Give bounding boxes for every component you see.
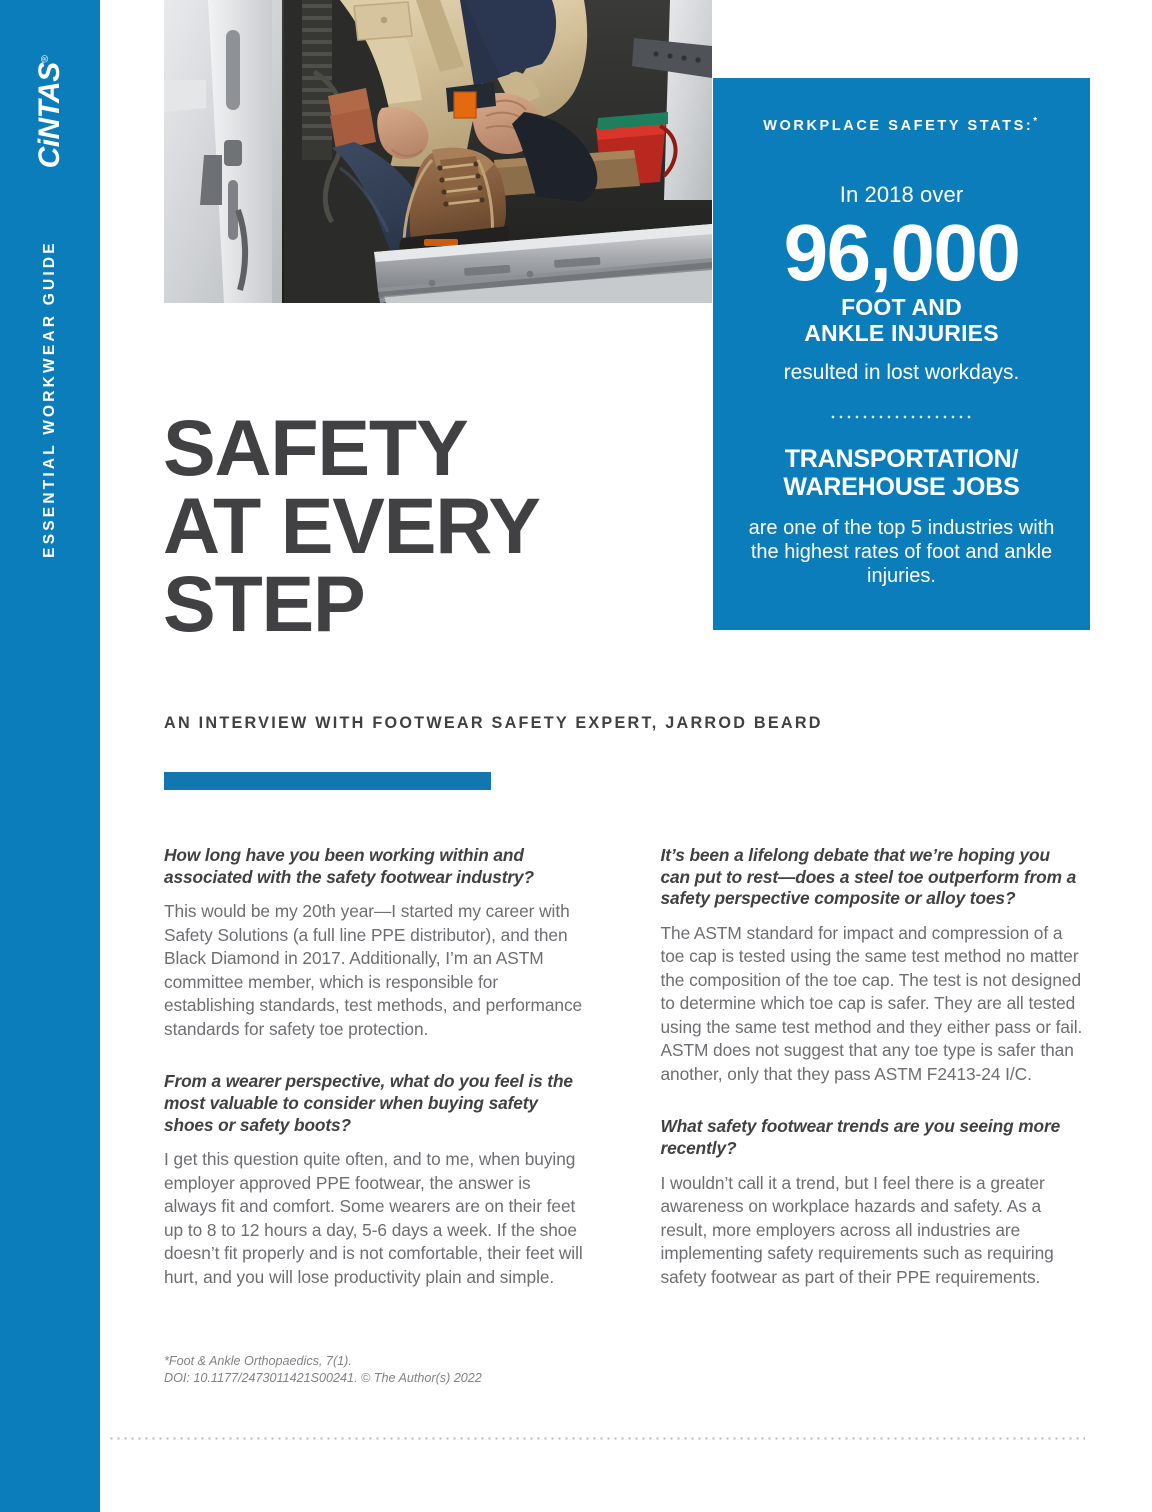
- page-title-line3: STEP: [163, 559, 365, 649]
- qa-answer: The ASTM standard for impact and compression of a toe cap is tested using the same test method no matter the composition of the toe cap. The test is not designed to determine which toe cap is safer. They are all tested using the same test method and they either pass or fail. ASTM does not suggest that any toe type is safer than another, only that they pass ASTM F2413-24 I/C.: [660, 922, 1083, 1084]
- stats-big-number: 96,000: [783, 207, 1020, 297]
- stats-number-subtitle: [739, 295, 1064, 347]
- stats-number-subtitle-line2: ANKLE INJURIES: [804, 320, 999, 347]
- article-column-right: [661, 845, 1085, 1289]
- footnote: [164, 1353, 604, 1387]
- stats-tail-text: resulted in lost workdays.: [783, 360, 1020, 384]
- qa-block: [164, 845, 588, 1041]
- registered-trademark-icon: ®: [40, 55, 51, 63]
- stats-industry-line2: WAREHOUSE JOBS: [783, 473, 1020, 502]
- qa-answer: I wouldn’t call it a trend, but I feel there is a greater awareness on workplace hazards and safety. As a result, more employers across all industries are implementing safety requirements such as requiring safety footwear as part of their PPE requirements.: [660, 1172, 1054, 1287]
- stats-heading: [739, 116, 1064, 134]
- cintas-logo: [33, 56, 67, 169]
- article-body: [164, 845, 1084, 1289]
- qa-block: [661, 845, 1085, 1086]
- stats-heading-asterisk: *: [1033, 116, 1040, 127]
- stats-heading-text: WORKPLACE SAFETY STATS:: [763, 117, 1034, 134]
- page-subtitle: AN INTERVIEW WITH FOOTWEAR SAFETY EXPERT, JARROD BEARD: [164, 714, 823, 732]
- bottom-dotted-rule: [108, 1437, 1085, 1440]
- page-title-line1: SAFETY: [163, 403, 468, 492]
- qa-block: [661, 1116, 1085, 1289]
- qa-question: It’s been a lifelong debate that we’re hoping you can put to rest—does a steel toe outperform from a safety perspective composite or alloy toes?: [660, 845, 1077, 909]
- qa-question: What safety footwear trends are you seeing more recently?: [660, 1116, 1061, 1159]
- page-title: [163, 403, 703, 649]
- stats-industry-title: [739, 445, 1064, 502]
- footnote-line1: *Foot & Ankle Orthopaedics, 7(1).: [164, 1354, 352, 1368]
- hero-photo-illustration: [164, 0, 712, 303]
- sidebar: [0, 0, 100, 1512]
- qa-answer: I get this question quite often, and to me, when buying employer approved PPE footwear, the answer is always fit and comfort. Some wearers are on their feet up to 8 to 12 hours a day, 5-6 days a week. If the shoe doesn’t fit properly and is not comfortable, their feet will hurt, and you will lose productivity plain and simple.: [164, 1149, 583, 1287]
- stats-lead: In 2018 over: [839, 181, 964, 207]
- workplace-safety-stats-box: [713, 78, 1090, 630]
- qa-answer: This would be my 20th year—I started my career with Safety Solutions (a full line PPE distributor), and then Black Diamond in 2017. Additionally, I’m an ASTM committee member, which is responsible for establishing standards, test methods, and performance standards for safety toe protection.: [164, 901, 583, 1039]
- accent-rule: [164, 772, 491, 790]
- hero-photo: [164, 0, 712, 303]
- stats-industry-note: are one of the top 5 industries with the highest rates of foot and ankle injuries.: [748, 516, 1055, 587]
- qa-question: From a wearer perspective, what do you feel is the most valuable to consider when buying safety shoes or safety boots?: [164, 1071, 573, 1135]
- stats-industry-line1: TRANSPORTATION/: [784, 444, 1019, 473]
- page-title-line2: AT EVERY: [163, 481, 540, 571]
- qa-question: How long have you been working within and associated with the safety footwear industry?: [164, 845, 535, 887]
- qa-block: [164, 1071, 588, 1289]
- footnote-line2: DOI: 10.1177/2473011421S00241. © The Author(s) 2022: [164, 1371, 482, 1385]
- article-column-left: [164, 845, 588, 1289]
- stats-number-subtitle-line1: FOOT AND: [841, 294, 962, 321]
- guide-label: ESSENTIAL WORKWEAR GUIDE: [41, 240, 58, 558]
- dotted-divider: [829, 415, 975, 419]
- cintas-logo-wordmark: CiNTAS: [33, 62, 66, 169]
